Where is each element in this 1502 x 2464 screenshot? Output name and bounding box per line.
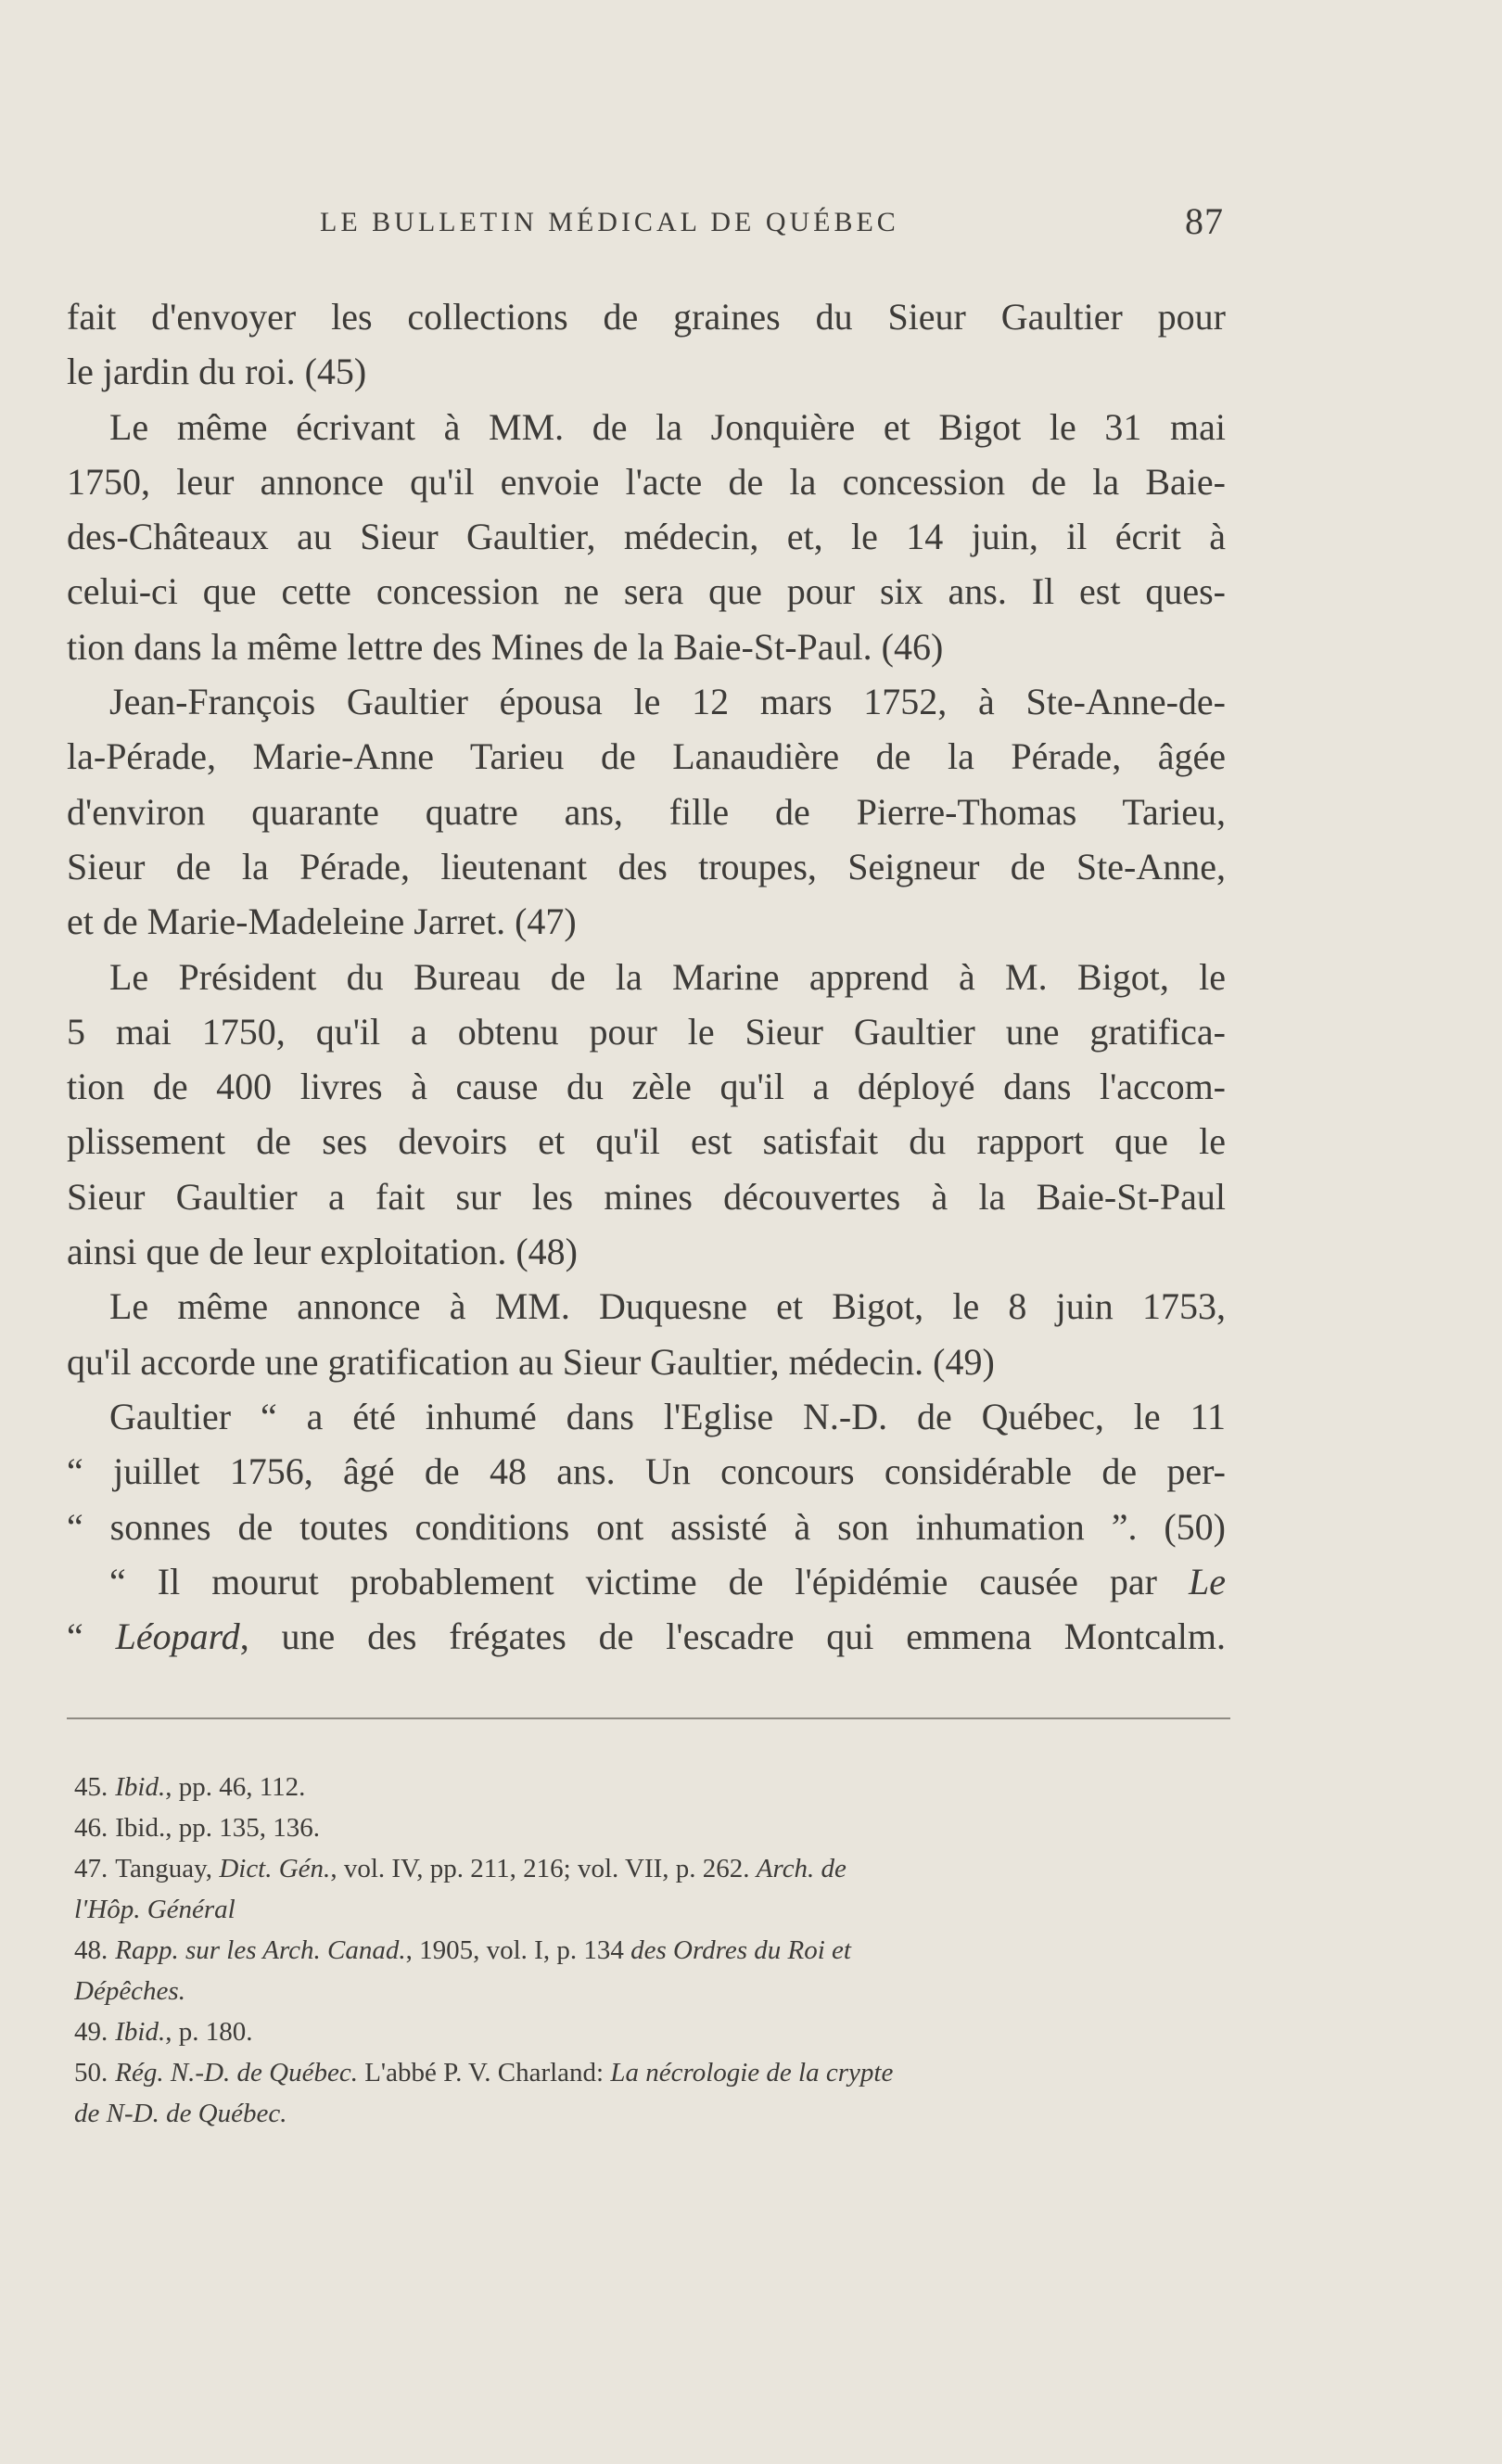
footnote-48 xyxy=(74,1930,1228,1971)
footnote-italic: Rég. N.-D. de Québec. xyxy=(115,2058,358,2087)
text-line xyxy=(67,1554,1226,1609)
text-fragment: “ xyxy=(67,1615,116,1658)
footnote-text: , 1905, vol. I, p. 134 xyxy=(405,1935,631,1965)
text-line: d'environ quarante quatre ans, fille de Pierre-Thomas Tarieu, xyxy=(67,790,1226,833)
footnote-italic: Ibid. xyxy=(115,1772,166,1802)
text-line: la-Pérade, Marie-Anne Tarieu de Lanaudière de la Pérade, âgée xyxy=(67,735,1226,778)
footnote-number: 50. xyxy=(74,2058,108,2087)
text-line: Jean-François Gaultier épousa le 12 mars 1752, à Ste-Anne-de- xyxy=(109,681,1226,723)
text-line: “ juillet 1756, âgé de 48 ans. Un concours considérable de per- xyxy=(67,1450,1226,1493)
text-line xyxy=(67,1609,1226,1664)
text-line: “ sonnes de toutes conditions ont assisté à son inhumation ”. (50) xyxy=(67,1505,1226,1548)
footnotes xyxy=(74,1767,1228,2134)
footnote-number: 48. xyxy=(74,1935,108,1965)
footnote-italic: l'Hôp. Général xyxy=(74,1895,235,1924)
footnote-number: 49. xyxy=(74,2017,108,2047)
text-line: tion dans la même lettre des Mines de la Baie-St-Paul. (46) xyxy=(67,625,944,668)
footnote-italic: de N-D. de Québec. xyxy=(74,2099,287,2128)
text-line: et de Marie-Madeleine Jarret. (47) xyxy=(67,900,577,943)
footnote-50-cont xyxy=(74,2093,1228,2134)
text-line: Le même écrivant à MM. de la Jonquière et Bigot le 31 mai xyxy=(109,405,1226,448)
footnote-text: , vol. IV, pp. 211, 216; vol. VII, p. 262. xyxy=(330,1854,757,1883)
footnote-number: 47. xyxy=(74,1854,108,1883)
footnote-italic: Rapp. sur les Arch. Canad. xyxy=(115,1935,406,1965)
text-line: Le Président du Bureau de la Marine apprend à M. Bigot, le xyxy=(109,955,1226,998)
text-fragment: , une des frégates de l'escadre qui emmena Montcalm. xyxy=(239,1615,1226,1658)
text-line: ainsi que de leur exploitation. (48) xyxy=(67,1231,578,1273)
ship-name: Léopard xyxy=(115,1615,240,1658)
footnote-47-cont xyxy=(74,1889,1228,1930)
text-line: qu'il accorde une gratification au Sieur Gaultier, médecin. (49) xyxy=(67,1340,995,1383)
footnote-text: Tanguay, xyxy=(115,1854,220,1883)
footnote-rule xyxy=(67,1717,1230,1719)
running-head xyxy=(320,199,1224,246)
footnote-italic: Ibid. xyxy=(115,2017,166,2047)
footnote-text: , pp. 46, 112. xyxy=(165,1772,306,1802)
text-line: 5 mai 1750, qu'il a obtenu pour le Sieur Gaultier une gratifica- xyxy=(67,1010,1226,1053)
page-number: 87 xyxy=(1185,200,1224,242)
text-line: des-Châteaux au Sieur Gaultier, médecin, et, le 14 juin, il écrit à xyxy=(67,516,1226,558)
text-fragment: “ Il mourut probablement victime de l'épidémie causée par xyxy=(109,1560,1189,1602)
footnote-49 xyxy=(74,2011,1228,2052)
text-line: Sieur Gaultier a fait sur les mines découvertes à la Baie-St-Paul xyxy=(67,1175,1226,1218)
footnote-italic: Arch. de xyxy=(756,1854,846,1883)
footnote-50 xyxy=(74,2052,1228,2093)
text-line: Le même annonce à MM. Duquesne et Bigot, le 8 juin 1753, xyxy=(109,1285,1226,1328)
footnote-45 xyxy=(74,1767,1228,1807)
footnote-italic: Dict. Gén. xyxy=(219,1854,331,1883)
ship-name-part: Le xyxy=(1189,1560,1226,1602)
text-line: Gaultier “ a été inhumé dans l'Eglise N.-D. de Québec, le 11 xyxy=(109,1395,1226,1437)
footnote-text: L'abbé P. V. Charland: xyxy=(357,2058,611,2087)
footnote-text: Ibid., pp. 135, 136. xyxy=(115,1813,320,1843)
footnote-number: 46. xyxy=(74,1813,108,1843)
text-line: tion de 400 livres à cause du zèle qu'il a déployé dans l'accom- xyxy=(67,1066,1226,1108)
footnote-text: , p. 180. xyxy=(165,2017,253,2047)
footnote-48-cont xyxy=(74,1971,1228,2011)
text-line: Sieur de la Pérade, lieutenant des troupes, Seigneur de Ste-Anne, xyxy=(67,845,1226,887)
footnote-47 xyxy=(74,1848,1228,1889)
footnote-46 xyxy=(74,1807,1228,1848)
text-line: le jardin du roi. (45) xyxy=(67,351,367,393)
text-line: 1750, leur annonce qu'il envoie l'acte de la concession de la Baie- xyxy=(67,460,1226,503)
text-line: fait d'envoyer les collections de graines du Sieur Gaultier pour xyxy=(67,296,1226,338)
text-line: celui-ci que cette concession ne sera que pour six ans. Il est ques- xyxy=(67,570,1226,613)
footnote-italic: La nécrologie de la crypte xyxy=(610,2058,894,2087)
running-title: LE BULLETIN MÉDICAL DE QUÉBEC xyxy=(320,207,899,237)
footnote-italic: Dépêches. xyxy=(74,1976,185,2006)
footnote-number: 45. xyxy=(74,1772,108,1802)
body-text xyxy=(67,289,1226,1664)
text-line: plissement de ses devoirs et qu'il est satisfait du rapport que le xyxy=(67,1120,1226,1163)
footnote-italic: des Ordres du Roi et xyxy=(630,1935,851,1965)
